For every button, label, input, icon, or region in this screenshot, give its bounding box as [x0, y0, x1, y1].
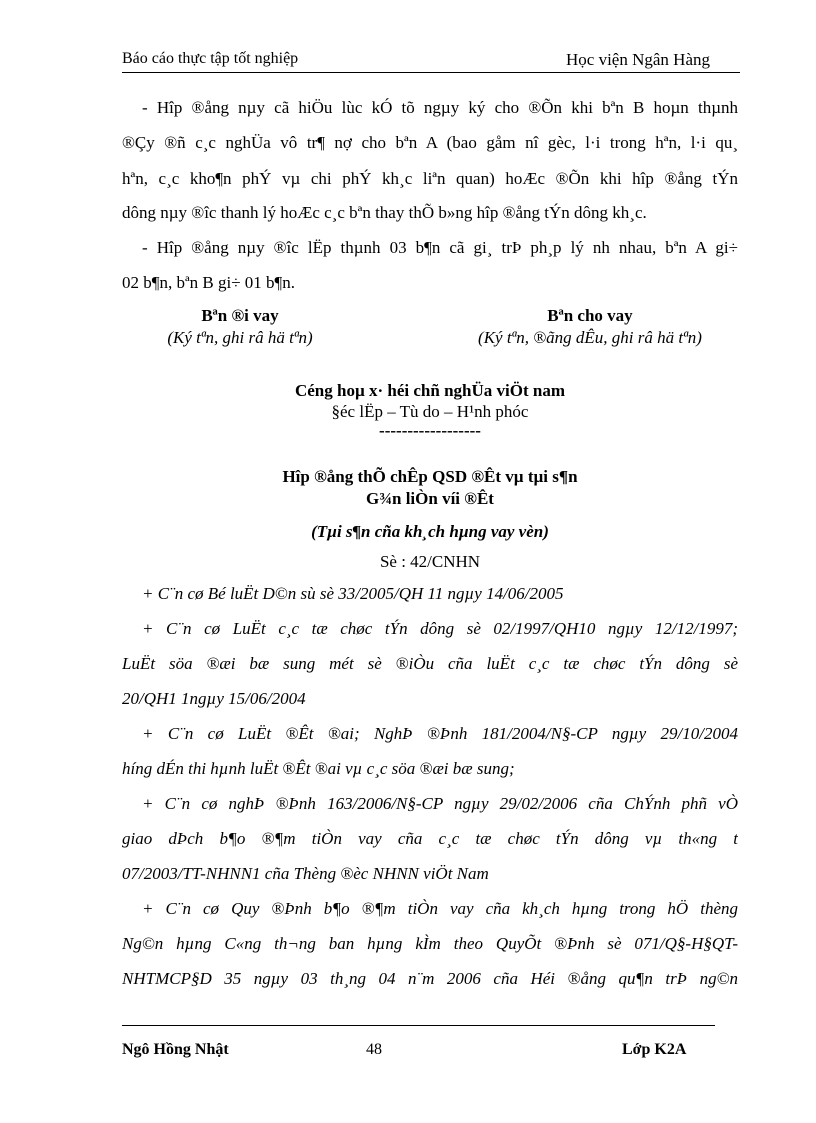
basis-line: giao dÞch b¶o ®¶m tiÒn vay cña c¸c tæ chøc tÝn dông vµ th«ng t: [122, 829, 738, 848]
basis-line: + C¨n cø Bé luËt D©n sù sè 33/2005/QH 11 ngµy 14/06/2005: [142, 584, 564, 603]
motto-divider: ------------------: [379, 421, 481, 440]
header-report-title: Báo cáo thực tập tốt nghiệp: [122, 50, 299, 67]
page-number: 48: [366, 1041, 382, 1058]
basis-line: NHTMCP§D 35 ngµy 03 th¸ng 04 n¨m 2006 cña Héi ®ång qu¶n trÞ ng©n: [122, 969, 738, 988]
body-line: - Hîp ®ång nµy ®îc lËp thµnh 03 b¶n cã gi¸ trÞ ph¸p lý nh nhau, bªn A gi÷: [142, 238, 738, 257]
contract-title: Hîp ®ång thÕ chÊp QSD ®Êt vµ tµi s¶n: [282, 467, 578, 486]
lender-title: Bªn cho vay: [547, 306, 633, 325]
basis-line: Ng©n hµng C«ng th¬ng ban hµng kÌm theo QuyÕt ®Þnh sè 071/Q§-H§QT-: [122, 934, 738, 953]
contract-subtitle: (Tµi s¶n cña kh¸ch hµng vay vèn): [311, 522, 549, 541]
basis-line: + C¨n cø nghÞ ®Þnh 163/2006/N§-CP ngµy 29/02/2006 cña ChÝnh phñ vÒ: [142, 794, 738, 813]
national-motto: §éc lËp – Tù do – H¹nh phóc: [331, 402, 529, 421]
body-line: hªn, c¸c kho¶n phÝ vµ chi phÝ kh¸c liªn quan) hoÆc ®Õn khi hîp ®ång tÝn: [122, 169, 738, 188]
basis-line: 07/2003/TT-NHNN1 cña Thèng ®èc NHNN viÖt Nam: [122, 864, 489, 883]
body-line: - Hîp ®ång nµy cã hiÖu lùc kÓ tõ ngµy ký cho ®Õn khi bªn B hoµn thµnh: [142, 98, 738, 117]
contract-number: Sè : 42/CNHN: [379, 552, 481, 571]
body-line: ®Çy ®ñ c¸c nghÜa vô tr¶ nợ cho bªn A (bao gåm nî gèc, l·i trong hªn, l·i qu¸: [122, 133, 738, 152]
national-title: Céng hoµ x· héi chñ nghÜa viÖt nam: [294, 381, 566, 400]
body-line: dông nµy ®îc thanh lý hoÆc c¸c bªn thay thÕ b»ng hîp ®ång tÝn dông kh¸c.: [122, 203, 647, 222]
basis-line: + C¨n cø Quy ®Þnh b¶o ®¶m tiÒn vay cña kh¸ch hµng trong hÖ thèng: [142, 899, 738, 918]
footer-author: Ngô Hồng Nhật: [122, 1041, 229, 1058]
footer-divider: [122, 1025, 715, 1026]
basis-line: + C¨n cø LuËt ®Êt ®ai; NghÞ ®Þnh 181/2004/N§-CP ngµy 29/10/2004: [142, 724, 738, 743]
basis-line: 20/QH1 1ngµy 15/06/2004: [122, 689, 306, 708]
borrower-title: Bªn ®i vay: [201, 306, 279, 325]
lender-note: (Ký tªn, ®ãng dÊu, ghi râ hä tªn): [478, 328, 702, 347]
footer-class: Lớp K2A: [622, 1041, 687, 1058]
basis-line: + C¨n cø LuËt c¸c tæ chøc tÝn dông sè 02/1997/QH10 ngµy 12/12/1997;: [142, 619, 738, 638]
header-institution: Học viện Ngân Hàng: [566, 50, 710, 69]
basis-line: híng dÉn thi hµnh luËt ®Êt ®ai vµ c¸c söa ®æi bæ sung;: [122, 759, 515, 778]
basis-line: LuËt söa ®æi bæ sung mét sè ®iÒu cña luËt c¸c tæ chøc tÝn dông sè: [122, 654, 738, 673]
body-line: 02 b¶n, bªn B gi÷ 01 b¶n.: [122, 273, 295, 292]
page-header: [122, 48, 740, 73]
borrower-note: (Ký tªn, ghi râ hä tªn): [167, 328, 313, 347]
contract-title-2: G¾n liÒn víi ®Êt: [366, 489, 494, 508]
